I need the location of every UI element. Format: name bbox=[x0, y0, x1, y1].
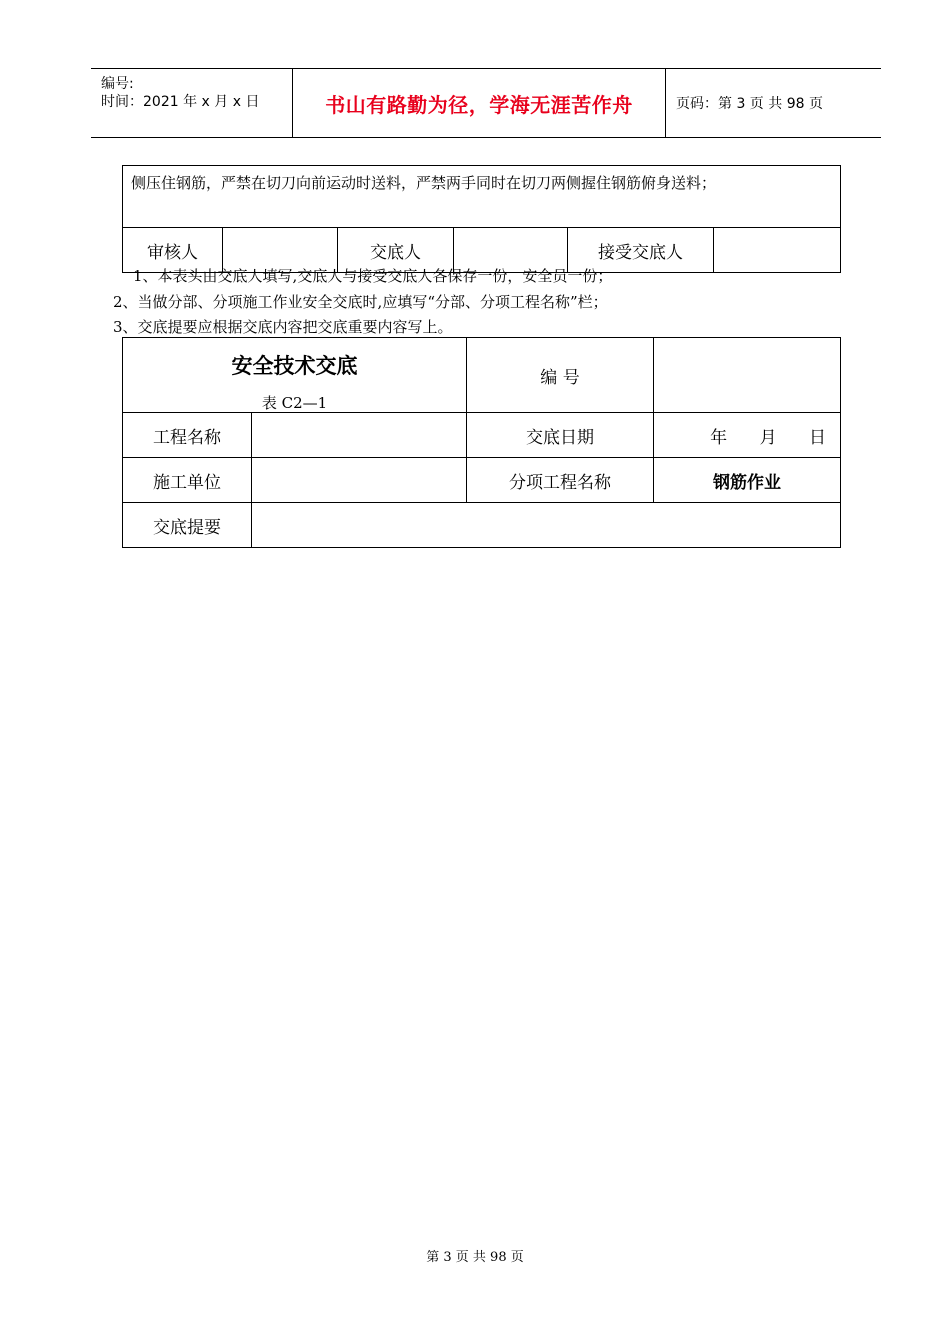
date-label: 交底日期 bbox=[467, 413, 654, 458]
sub-project-value: 钢筋作业 bbox=[654, 458, 841, 503]
receiver-label: 接受交底人 bbox=[568, 228, 714, 273]
header-motto: 书山有路勤为径，学海无涯苦作舟 bbox=[325, 92, 633, 117]
page-header bbox=[91, 68, 881, 138]
disclosure-content: 侧压住钢筋，严禁在切刀向前运动时送料，严禁两手同时在切刀两侧握住钢筋俯身送料； bbox=[123, 166, 841, 228]
doc-number-label: 编号: bbox=[101, 76, 134, 92]
summary-label: 交底提要 bbox=[123, 503, 252, 548]
number-field[interactable] bbox=[654, 338, 841, 413]
unit-field[interactable] bbox=[252, 458, 467, 503]
project-name-label: 工程名称 bbox=[123, 413, 252, 458]
reviewer-label: 审核人 bbox=[123, 228, 223, 273]
note-3: 3、交底提要应根据交底内容把交底重要内容写上。 bbox=[113, 318, 453, 336]
header-meta bbox=[91, 69, 293, 137]
form-title: 安全技术交底 bbox=[231, 354, 358, 378]
form-number: 表 C2—1 bbox=[261, 394, 328, 412]
doc-time-label: 时间：2021 年 x 月 x 日 bbox=[101, 94, 260, 110]
form-title-cell bbox=[123, 338, 467, 413]
project-name-field[interactable] bbox=[252, 413, 467, 458]
disclosure-continuation-table bbox=[122, 165, 841, 273]
safety-disclosure-table bbox=[122, 337, 841, 548]
note-1: 1、本表头由交底人填写,交底人与接受交底人各保存一份，安全员一份； bbox=[133, 267, 613, 285]
discloser-label: 交底人 bbox=[338, 228, 454, 273]
note-2: 2、当做分部、分项施工作业安全交底时,应填写“分部、分项工程名称”栏； bbox=[113, 293, 608, 311]
number-label: 编 号 bbox=[467, 338, 654, 413]
summary-field[interactable] bbox=[252, 503, 841, 548]
header-page-label: 页码：第 3 页 共 98 页 bbox=[676, 96, 823, 112]
receiver-field[interactable] bbox=[714, 228, 841, 273]
sub-project-label: 分项工程名称 bbox=[467, 458, 654, 503]
page-footer: 第 3 页 共 98 页 bbox=[426, 1250, 524, 1265]
date-field[interactable]: 年 月 日 bbox=[654, 413, 841, 458]
header-motto-cell bbox=[293, 69, 666, 137]
unit-label: 施工单位 bbox=[123, 458, 252, 503]
